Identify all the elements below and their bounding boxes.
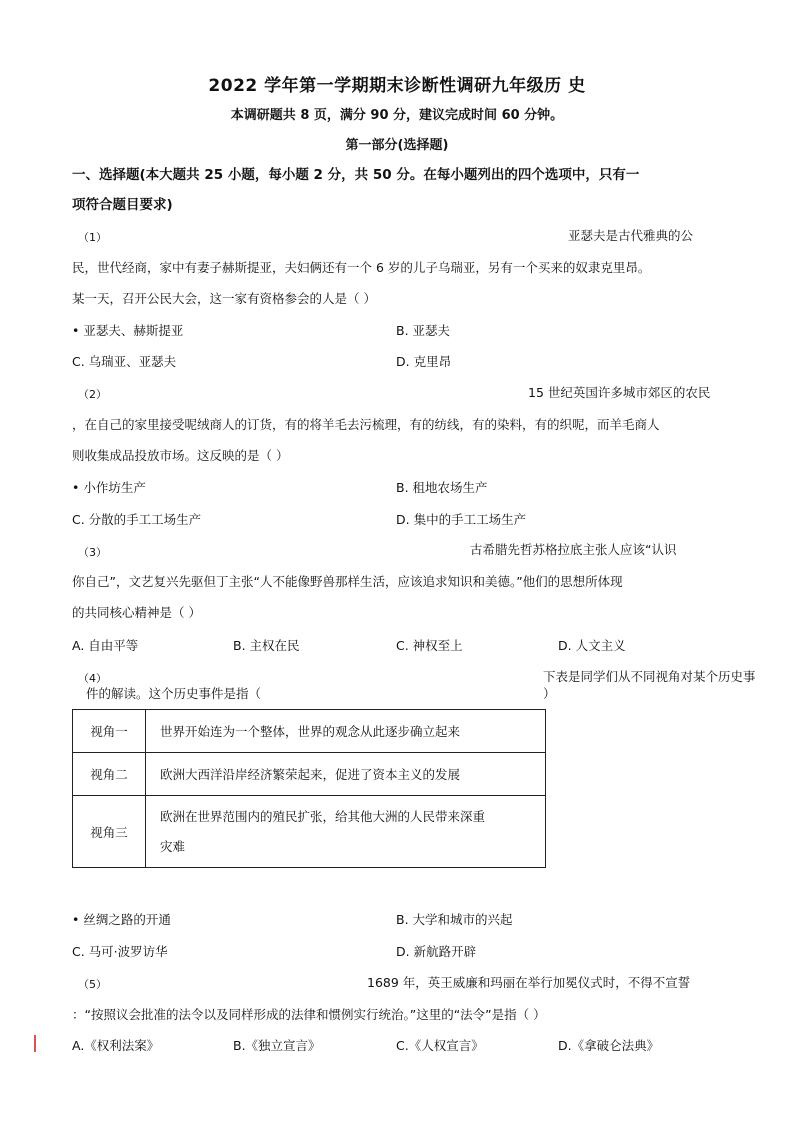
q2-option-d: D. 集中的手工工场生产 (396, 512, 527, 527)
q4-number: （4） (78, 672, 107, 685)
margin-mark (34, 1035, 36, 1052)
table-cell-perspective: 视角三 (73, 796, 146, 868)
q3-option-d: D. 人文主义 (558, 638, 626, 653)
q5-option-d: D.《拿破仑法典》 (558, 1038, 660, 1053)
q1-text-line2: 民，世代经商，家中有妻子赫斯提亚，夫妇俩还有一个 6 岁的儿子乌瑞亚，另有一个买来的奴隶克里昂。 (72, 260, 651, 275)
exam-info: 本调研题共 8 页，满分 90 分，建议完成时间 60 分钟。 (230, 108, 564, 123)
q4-option-b: B. 大学和城市的兴起 (396, 912, 513, 927)
q2-number: （2） (78, 388, 107, 401)
q4-option-c: C. 马可·波罗访华 (72, 944, 168, 959)
part-heading: 第一部分(选择题) (345, 138, 449, 153)
q1-text-line3: 某一天，召开公民大会，这一家有资格参会的人是（ ） (72, 291, 376, 306)
q4-option-a: • 丝绸之路的开通 (72, 912, 171, 927)
section-instructions-line1: 一、选择题(本大题共 25 小题，每小题 2 分，共 50 分。在每小题列出的四个选项中，只有一 (72, 167, 640, 183)
table-row (73, 796, 546, 868)
q1-option-d: D. 克里昂 (396, 354, 452, 369)
q2-text-line2: ，在自己的家里接受呢绒商人的订货，有的将羊毛去污梳理，有的纺线，有的染料，有的织呢，而羊毛商人 (72, 417, 660, 432)
q3-option-b: B. 主权在民 (233, 638, 300, 653)
q5-option-c: C.《人权宣言》 (396, 1038, 484, 1053)
q2-option-a: • 小作坊生产 (72, 480, 146, 495)
q4-text-line2: 件的解读。这个历史事件是指（ (86, 686, 262, 701)
q3-number: （3） (78, 546, 107, 559)
q3-text-line2: 你自己”，文艺复兴先驱但丁主张“人不能像野兽那样生活，应该追求知识和美德。”他们的思想所体现 (72, 574, 623, 589)
q1-number: （1） (78, 231, 107, 244)
q1-option-c: C. 乌瑞亚、亚瑟夫 (72, 354, 177, 369)
q5-lead: 1689 年，英王威廉和玛丽在举行加冕仪式时，不得不宣誓 (367, 975, 691, 990)
q4-lead: 下表是同学们从不同视角对某个历史事 (543, 669, 756, 684)
section-instructions-line2: 项符合题目要求) (72, 197, 173, 213)
table-cell-line: 欧洲在世界范围内的殖民扩张，给其他大洲的人民带来深重 (160, 808, 486, 824)
q5-option-b: B.《独立宣言》 (233, 1038, 321, 1053)
q5-text-line2: ：“按照议会批准的法令以及同样形成的法律和惯例实行统治。”这里的“法令”是指（ ） (72, 1007, 546, 1022)
perspective-table (72, 709, 546, 868)
table-cell-line: 灾难 (160, 838, 186, 854)
q3-option-c: C. 神权至上 (396, 638, 463, 653)
q1-option-a: • 亚瑟夫、赫斯提亚 (72, 323, 184, 338)
q3-option-a: A. 自由平等 (72, 638, 139, 653)
table-row (73, 710, 546, 753)
q1-lead: 亚瑟夫是古代雅典的公 (568, 228, 694, 243)
q2-option-c: C. 分散的手工工场生产 (72, 512, 202, 527)
table-cell-perspective: 视角二 (73, 753, 146, 796)
q2-option-b: B. 租地农场生产 (396, 480, 488, 495)
q5-number: （5） (78, 978, 107, 991)
q1-option-b: B. 亚瑟夫 (396, 323, 451, 338)
page-title: 2022 学年第一学期期末诊断性调研九年级历 史 (208, 76, 586, 96)
q2-text-line3: 则收集成品投放市场。这反映的是（ ） (72, 448, 289, 463)
q4-bracket-close: ） (543, 686, 556, 701)
q5-option-a: A.《权利法案》 (72, 1038, 160, 1053)
table-cell-interpretation (146, 796, 546, 868)
table-cell-perspective: 视角一 (73, 710, 146, 753)
table-cell-interpretation: 世界开始连为一个整体，世界的观念从此逐步确立起来 (146, 710, 546, 753)
table-row (73, 753, 546, 796)
q4-option-d: D. 新航路开辟 (396, 944, 477, 959)
q3-lead: 古希腊先哲苏格拉底主张人应该“认识 (470, 542, 677, 557)
q3-text-line3: 的共同核心精神是（ ） (72, 605, 201, 620)
q2-lead: 15 世纪英国许多城市郊区的农民 (528, 385, 711, 400)
table-cell-interpretation: 欧洲大西洋沿岸经济繁荣起来，促进了资本主义的发展 (146, 753, 546, 796)
